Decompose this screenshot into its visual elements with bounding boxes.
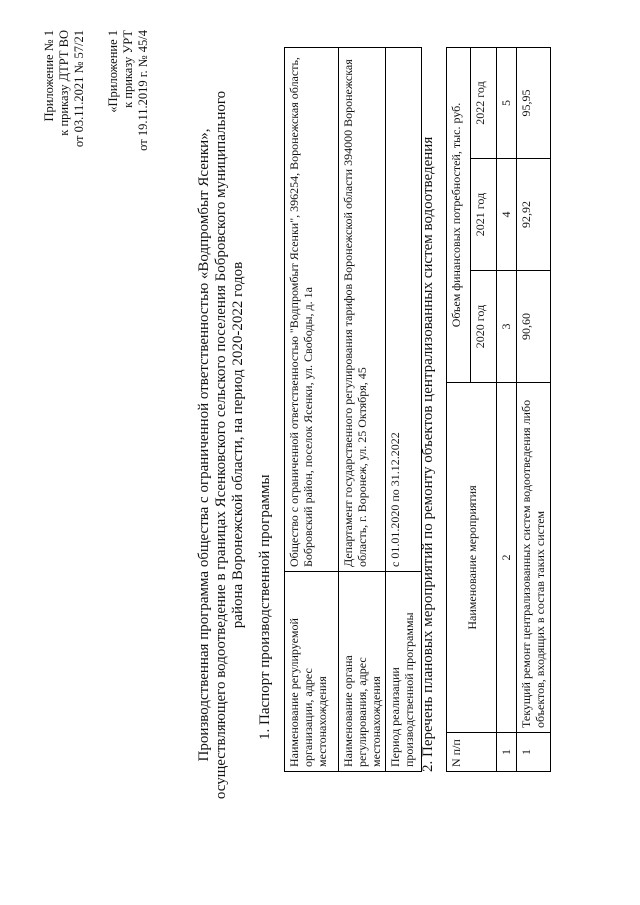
column-header-volume: Объем финансовых потребностей, тыс. руб. bbox=[447, 48, 471, 383]
section2-heading: 2. Перечень плановых мероприятий по ремонту объектов централизованных систем водоотведения bbox=[420, 136, 436, 772]
row-num: 1 bbox=[517, 733, 551, 772]
row-value-2022: 95,95 bbox=[517, 48, 551, 159]
column-header-name: Наименование мероприятия bbox=[447, 383, 497, 733]
passport-label: Наименование органа регулирования, адрес местонахождения bbox=[339, 572, 386, 772]
row-value-2020: 90,60 bbox=[517, 271, 551, 383]
title-line: района Воронежской области, на период 2020-2022 годов bbox=[230, 261, 246, 629]
index-cell: 1 bbox=[497, 733, 517, 772]
repair-table bbox=[446, 47, 551, 772]
table-row bbox=[339, 48, 386, 772]
column-header-num: N п/п bbox=[447, 733, 497, 772]
passport-label: Период реализации производственной программы bbox=[386, 572, 422, 772]
title-line: осуществляющего водоотведение в границах Ясенковского сельского поселения Бобровского муниципального bbox=[213, 90, 229, 800]
row-name: Текущий ремонт централизованных систем водоотведения либо объектов, входящих в состав таких систем bbox=[517, 383, 551, 733]
row-value-2021: 92,92 bbox=[517, 159, 551, 271]
table-header-row bbox=[447, 48, 471, 772]
section1-heading: 1. Паспорт производственной программы bbox=[257, 474, 273, 740]
table-row bbox=[517, 48, 551, 772]
header-line: от 03.11.2021 № 57/21 bbox=[72, 30, 86, 148]
index-cell: 3 bbox=[497, 271, 517, 383]
table-row bbox=[386, 48, 422, 772]
appendix-header-1 bbox=[42, 30, 87, 250]
header-line: «Приложение 1 bbox=[106, 30, 120, 113]
appendix-header-2 bbox=[106, 30, 151, 250]
passport-value: Департамент государственного регулирования тарифов Воронежской области 394000 Воронежская область, г. Воронеж, ул. 25 Октября, 45 bbox=[339, 48, 386, 572]
index-cell: 4 bbox=[497, 159, 517, 271]
passport-value: Общество с ограниченной ответственностью "Водпромбыт Ясенки", 396254, Воронежская область, Бобровский район, поселок Ясенки, ул. Свободы, д. 1а bbox=[285, 48, 339, 572]
header-line: Приложение № 1 bbox=[42, 30, 56, 122]
index-cell: 5 bbox=[497, 48, 517, 159]
document-title bbox=[196, 85, 247, 805]
table-index-row bbox=[497, 48, 517, 772]
header-line: к приказу УРТ bbox=[121, 30, 135, 108]
table-row bbox=[285, 48, 339, 772]
passport-label: Наименование регулируемой организации, адрес местонахождения bbox=[285, 572, 339, 772]
header-line: к приказу ДТРТ ВО bbox=[57, 30, 71, 136]
passport-value: с 01.01.2020 по 31.12.2022 bbox=[386, 48, 422, 572]
header-line: от 19.11.2019 г. № 45/4 bbox=[136, 30, 150, 151]
title-line: Производственная программа общества с ограниченной ответственностью «Водпромбыт Ясенки», bbox=[196, 128, 212, 762]
column-header-year: 2021 год bbox=[471, 159, 497, 271]
index-cell: 2 bbox=[497, 383, 517, 733]
passport-table bbox=[284, 47, 422, 772]
column-header-year: 2020 год bbox=[471, 271, 497, 383]
column-header-year: 2022 год bbox=[471, 48, 497, 159]
